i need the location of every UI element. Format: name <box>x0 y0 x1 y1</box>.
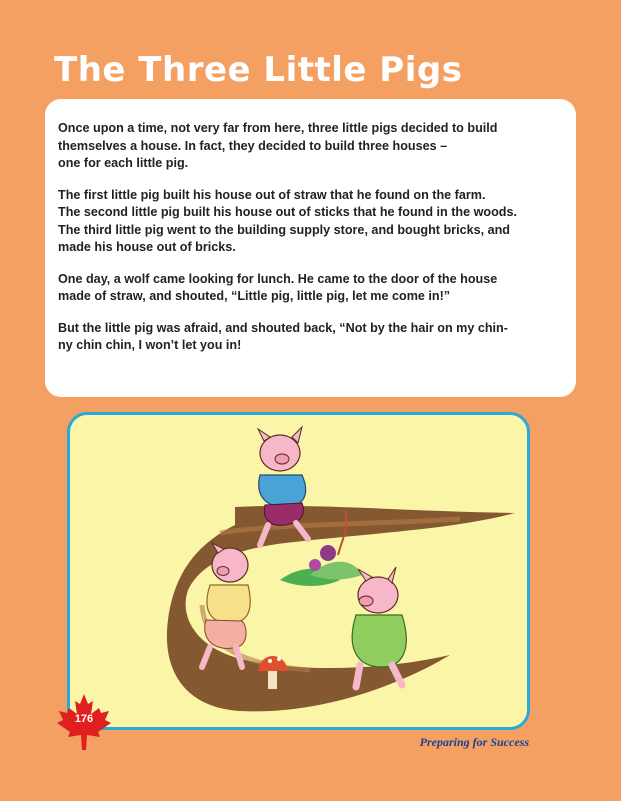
story-paragraph: The first little pig built his house out of straw that he found on the farm. The second little pig built his house out of sticks that he found in the woods. The third little pig went to the building supply store, and bought bricks, and made his house out of bricks. <box>58 187 517 254</box>
footer-text: Preparing for Success <box>419 735 529 749</box>
three-pigs-illustration <box>67 412 530 730</box>
story-paragraph: But the little pig was afraid, and shouted back, “Not by the hair on my chin- ny chin chin, I won’t let you in! <box>58 320 508 352</box>
pigs-drawing <box>70 415 527 727</box>
page-number: 176 <box>74 713 94 725</box>
page-title: The Three Little Pigs <box>54 50 463 90</box>
story-card <box>45 99 576 397</box>
story-paragraph: Once upon a time, not very far from here, three little pigs decided to build themselves a house. In fact, they decided to build three houses – one for each little pig. <box>58 121 498 170</box>
story-paragraph: One day, a wolf came looking for lunch. He came to the door of the house made of straw, and shouted, “Little pig, little pig, let me come in!” <box>58 271 498 303</box>
